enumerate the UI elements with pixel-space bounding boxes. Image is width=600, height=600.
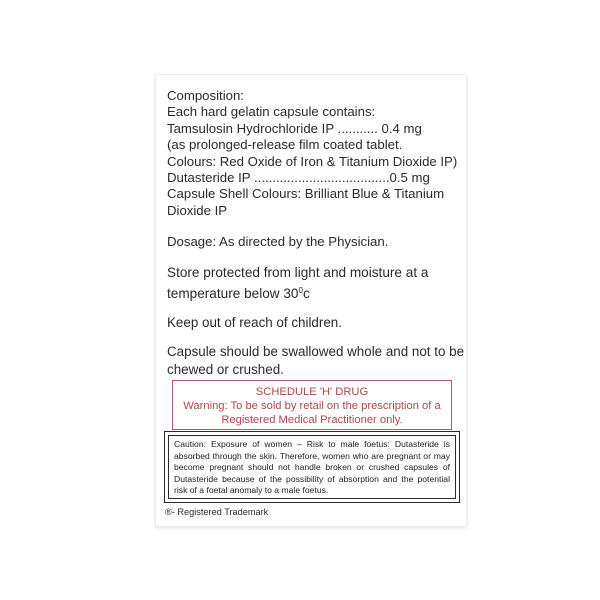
composition-line: (as prolonged-release film coated tablet.	[167, 137, 403, 153]
composition-line: Each hard gelatin capsule contains:	[167, 104, 376, 120]
storage-line-1: Store protected from light and moisture at a	[167, 265, 429, 280]
storage-temperature-text: temperature below 30	[167, 286, 299, 301]
storage-unit: c	[302, 286, 310, 301]
dosage-text: Dosage: As directed by the Physician.	[167, 234, 389, 249]
schedule-h-warning-box	[172, 380, 452, 430]
capsule-instruction-line-1: Capsule should be swallowed whole and not to be	[167, 344, 465, 359]
schedule-warning-line-1: Warning: To be sold by retail on the prescription of a	[183, 400, 441, 412]
composition-heading: Composition:	[167, 88, 244, 103]
composition-line: Colours: Red Oxide of Iron & Titanium Dioxide IP)	[167, 153, 458, 169]
capsule-instruction-line-2: chewed or crushed.	[167, 362, 284, 377]
degree-superscript: 0	[298, 286, 303, 295]
composition-line: Capsule Shell Colours: Brilliant Blue & Titanium	[167, 186, 445, 202]
schedule-title: SCHEDULE 'H' DRUG	[255, 386, 369, 398]
capsule-instruction	[167, 343, 464, 379]
composition-line: Dutasteride IP .....................................0.5 mg	[167, 170, 430, 186]
composition-line: Dioxide IP	[167, 202, 228, 218]
storage-instructions	[167, 264, 428, 303]
caution-box	[164, 431, 460, 503]
registered-trademark-note: ®- Registered Trademark	[165, 507, 269, 517]
keep-out-of-reach-text: Keep out of reach of children.	[167, 315, 342, 330]
storage-line-2	[167, 282, 428, 303]
caution-text: Caution: Exposure of women – Risk to male foetus: Dutasteride is absorbed through the skin. Therefore, women who are pregnant or may become pregnant should not handle broken or crushed capsules of Dutasteride because of the possibility of absorption and the potential risk of a foetal anomaly to a male foetus.	[168, 435, 456, 499]
composition-block	[167, 88, 457, 219]
schedule-warning-line-2: Registered Medical Practitioner only.	[221, 414, 403, 426]
composition-line: Tamsulosin Hydrochloride IP ........... 0.4 mg	[167, 120, 422, 136]
